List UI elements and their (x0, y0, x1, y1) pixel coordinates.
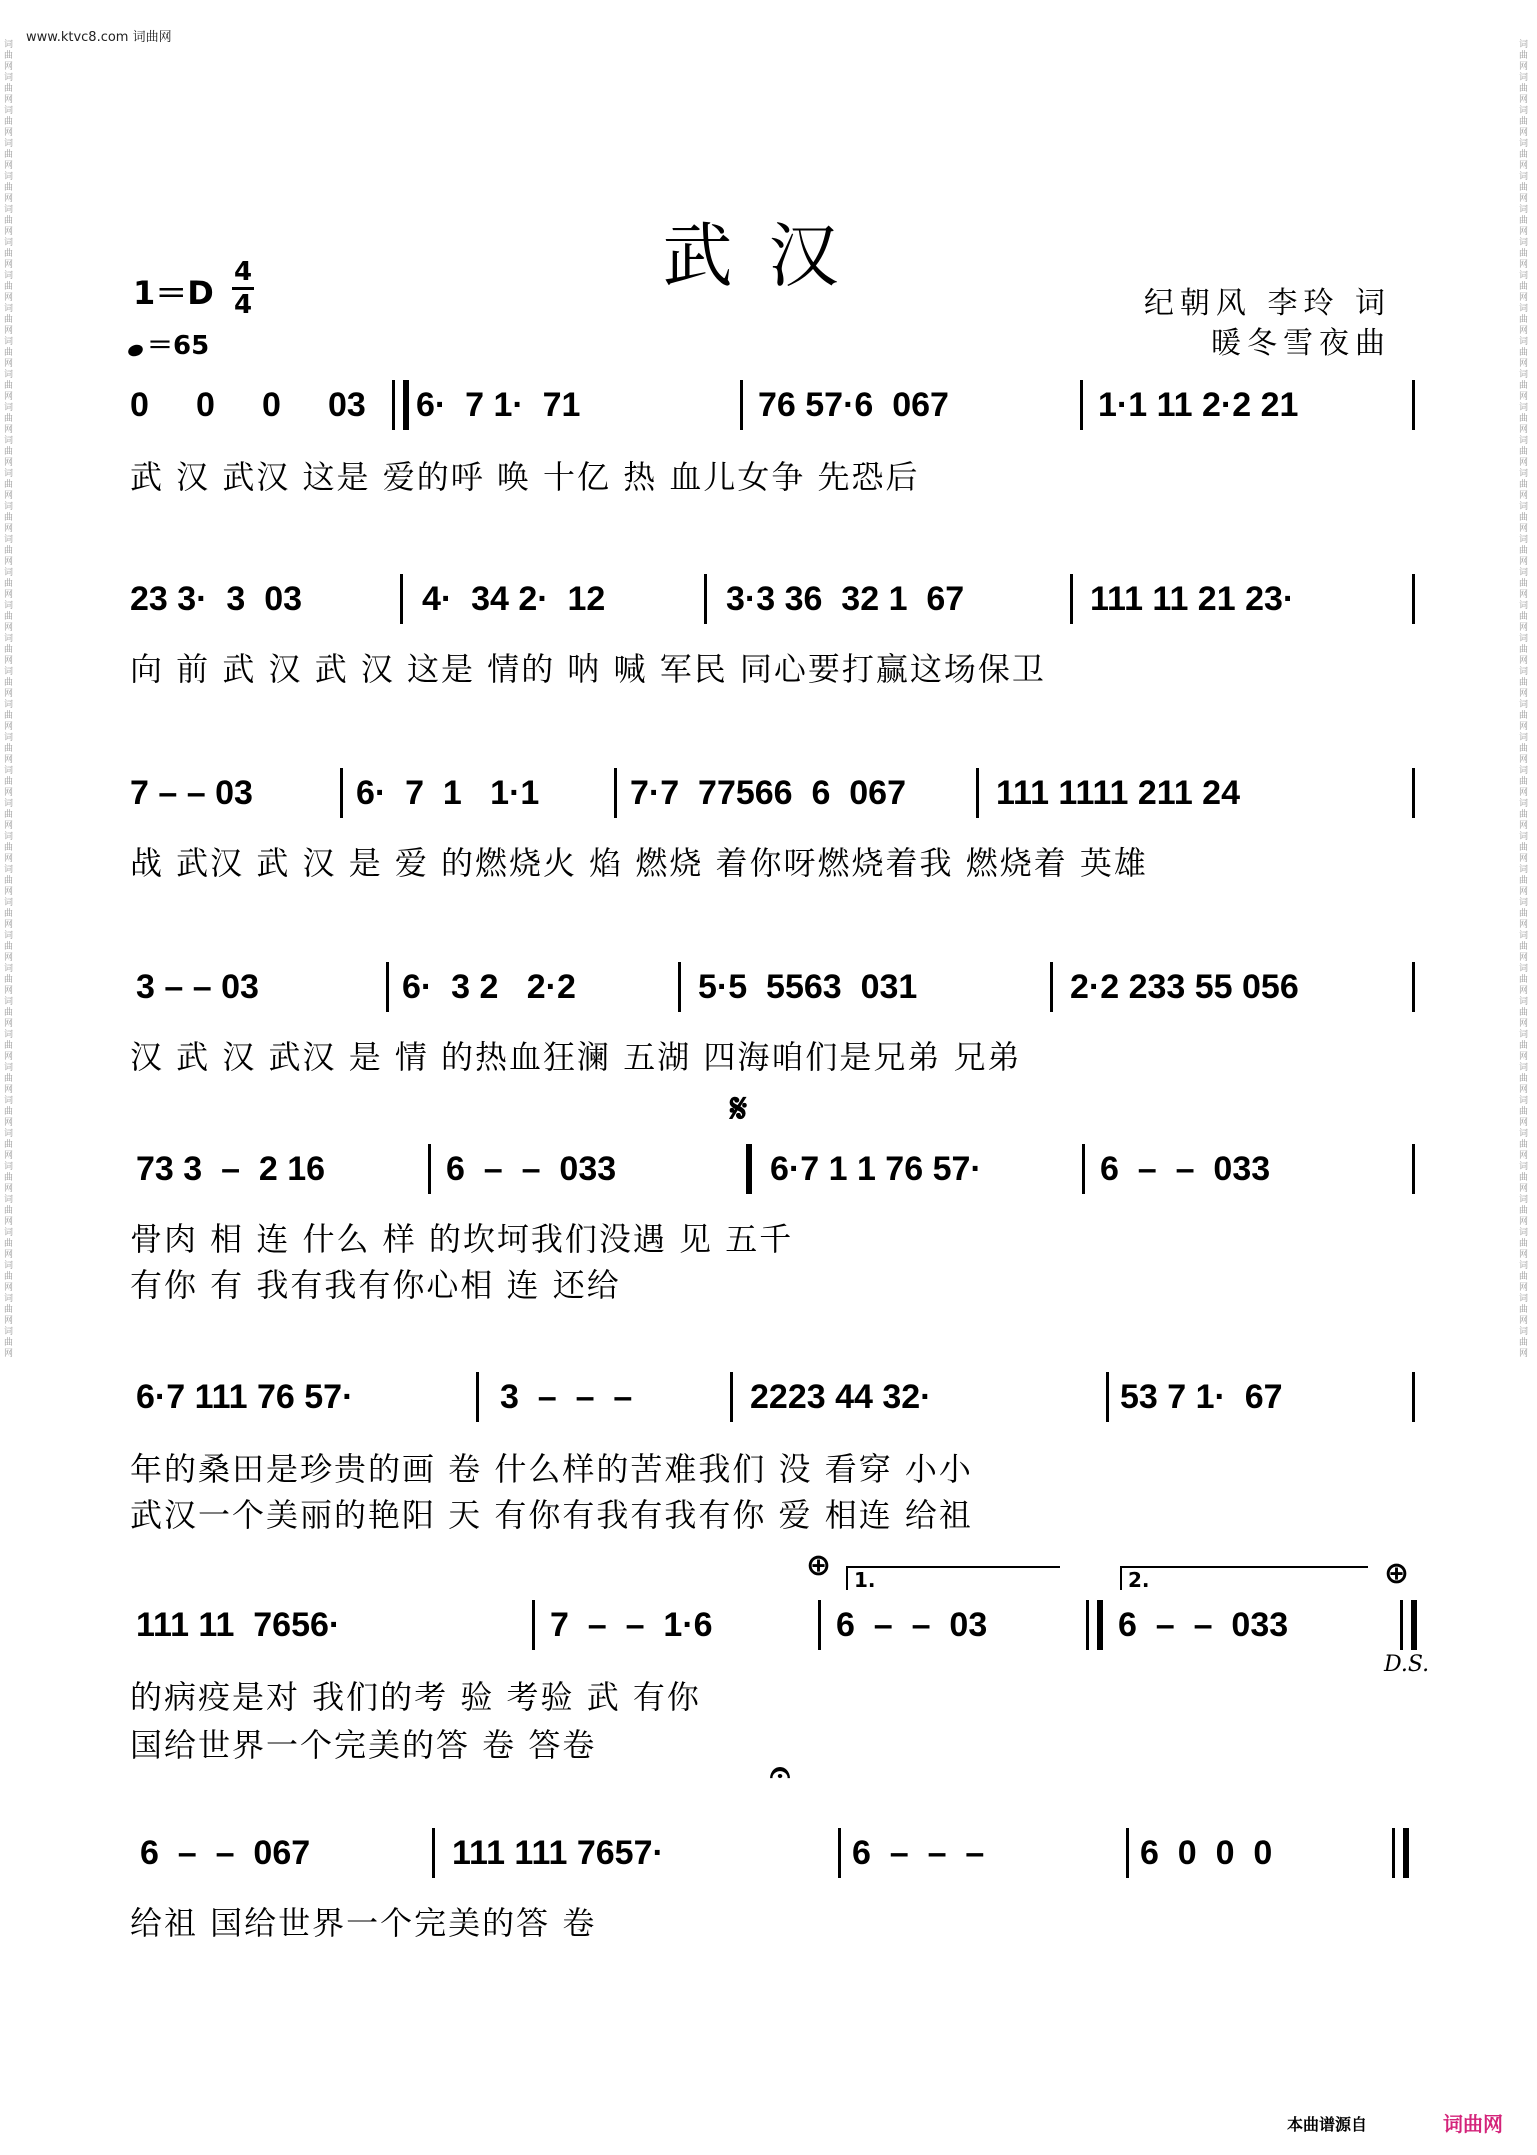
site-url[interactable]: www.ktvc8.com 词曲网 (26, 30, 172, 45)
barline (1412, 1372, 1415, 1422)
barline (1412, 962, 1415, 1012)
barline (1080, 380, 1083, 430)
measure: 6· 7 1· 71 (416, 386, 581, 424)
lyrics-row-5b: 有你 有 我有我有你心相 连 还给 (130, 1266, 621, 1304)
score-row-1 (130, 386, 1420, 436)
lyrics-row-8: 给祖 国给世界一个完美的答 卷 (130, 1904, 597, 1942)
side-watermark-left: 词曲网词曲网词曲网词曲网词曲网词曲网词曲网词曲网词曲网词曲网词曲网词曲网词曲网词曲网词曲网词曲网词曲网词曲网词曲网词曲网词曲网词曲网词曲网词曲网词曲网词曲网词曲网词曲网词曲网词曲网词曲网词曲网词曲网词曲网词曲网词曲网词曲网词曲网词曲网词曲网 (4, 40, 14, 1359)
barline (704, 574, 707, 624)
barline (386, 962, 389, 1012)
segno-icon: 𝄋 (730, 1086, 748, 1132)
barline (1050, 962, 1053, 1012)
measure: 111 11 21 23· (1090, 580, 1295, 618)
volta-2: 2. (1120, 1566, 1368, 1590)
measure: 73 3 – 2 16 (136, 1150, 326, 1188)
measure: 7·7 77566 6 067 (630, 774, 907, 812)
barline (1412, 768, 1415, 818)
barline (818, 1600, 821, 1650)
lyrics-row-1: 武 汉 武汉 这是 爱的呼 唤 十亿 热 血儿女争 先恐后 (130, 458, 920, 496)
time-top: 4 (233, 257, 253, 287)
score-row-5 (130, 1150, 1420, 1200)
lyrics-row-3: 战 武汉 武 汉 是 爱 的燃烧火 焰 燃烧 着你呀燃烧着我 燃烧着 英雄 (130, 844, 1148, 882)
dal-segno: D.S. (1384, 1652, 1430, 1677)
measure: 7 – – 03 (130, 774, 253, 812)
measure: 1·1 11 2·2 21 (1098, 386, 1299, 424)
measure: 111 1111 211 24 (996, 774, 1240, 812)
measure: 6 – – 03 (836, 1606, 988, 1644)
barline (428, 1144, 431, 1194)
coda-end-icon: ⊕ (1384, 1556, 1410, 1591)
barline (476, 1372, 479, 1422)
measure: 6·7 1 1 76 57· (770, 1150, 982, 1188)
lyrics-row-4: 汉 武 汉 武汉 是 情 的热血狂澜 五湖 四海咱们是兄弟 兄弟 (130, 1038, 1022, 1076)
composer-credit: 暖冬雪夜曲 (1211, 326, 1391, 361)
barline (838, 1828, 841, 1878)
note: 0 (130, 386, 149, 424)
measure: 53 7 1· 67 (1120, 1378, 1283, 1416)
measure: 111 11 7656· (136, 1606, 341, 1644)
time-bottom: 4 (233, 290, 253, 320)
barline (432, 1828, 435, 1878)
score-row-6 (130, 1378, 1420, 1428)
measure: 6 – – 033 (1100, 1150, 1271, 1188)
barline (1126, 1828, 1129, 1878)
repeat-end-barline (1086, 1600, 1103, 1650)
measure: 6 – – 033 (1118, 1606, 1289, 1644)
barline (1412, 1144, 1415, 1194)
time-signature (232, 258, 254, 319)
barline (400, 574, 403, 624)
lyrics-row-6a: 年的桑田是珍贵的画 卷 什么样的苦难我们 没 看穿 小小 (130, 1450, 973, 1488)
footer-source-text: 本曲谱源自 (1286, 2115, 1367, 2134)
measure: 6· 3 2 2·2 (402, 968, 576, 1006)
measure: 6·7 111 76 57· (136, 1378, 354, 1416)
measure: 6 0 0 0 (1140, 1834, 1273, 1872)
measure: 2·2 233 55 056 (1070, 968, 1299, 1006)
barline (1070, 574, 1073, 624)
key-signature: 1＝D (133, 274, 214, 312)
footer-brand-logo[interactable]: 词曲网 (1443, 2112, 1503, 2136)
barline (1412, 574, 1415, 624)
section-barline (746, 1144, 752, 1194)
lyrics-row-6b: 武汉一个美丽的艳阳 天 有你有我有我有你 爱 相连 给祖 (130, 1496, 973, 1534)
end-barline (1392, 1828, 1409, 1878)
note: 0 (262, 386, 281, 424)
measure: 3 – – 03 (136, 968, 259, 1006)
lyrics-row-2: 向 前 武 汉 武 汉 这是 情的 呐 喊 军民 同心要打赢这场保卫 (130, 650, 1046, 688)
score-row-7 (130, 1606, 1420, 1656)
score-row-8 (130, 1834, 1420, 1884)
measure: 6· 7 1 1·1 (356, 774, 540, 812)
lyrics-row-7a: 的病疫是对 我们的考 验 考验 武 有你 (130, 1678, 701, 1716)
tempo-marking: ＝65 (128, 325, 209, 362)
lyrics-row-5a: 骨肉 相 连 什么 样 的坎坷我们没遇 见 五千 (130, 1220, 794, 1258)
measure: 7 – – 1·6 (550, 1606, 713, 1644)
lyricist-credit: 纪朝风 李玲 词 (1143, 286, 1391, 321)
barline (976, 768, 979, 818)
measure: 4· 34 2· 12 (422, 580, 606, 618)
barline (1412, 380, 1415, 430)
song-title: 武汉 (662, 215, 875, 297)
barline (678, 962, 681, 1012)
measure: 23 3· 3 03 (130, 580, 303, 618)
score-row-4 (130, 968, 1420, 1018)
note: 03 (328, 386, 366, 424)
measure: 76 57·6 067 (758, 386, 949, 424)
measure: 5·5 5563 031 (698, 968, 918, 1006)
barline (740, 380, 743, 430)
measure: 111 111 7657· (452, 1834, 664, 1872)
barline (1106, 1372, 1109, 1422)
score-row-3 (130, 774, 1420, 824)
final-barline (1400, 1600, 1417, 1650)
measure: 6 – – – (852, 1834, 985, 1872)
barline (1082, 1144, 1085, 1194)
barline (730, 1372, 733, 1422)
measure: 3 – – – (500, 1378, 633, 1416)
fermata-icon: 𝄐 (770, 1752, 791, 1793)
measure: 6 – – 067 (140, 1834, 311, 1872)
side-watermark-right: 词曲网词曲网词曲网词曲网词曲网词曲网词曲网词曲网词曲网词曲网词曲网词曲网词曲网词曲网词曲网词曲网词曲网词曲网词曲网词曲网词曲网词曲网词曲网词曲网词曲网词曲网词曲网词曲网词曲网词曲网词曲网词曲网词曲网词曲网词曲网词曲网词曲网词曲网词曲网词曲网 (1519, 40, 1529, 1359)
barline (340, 768, 343, 818)
score-row-2 (130, 580, 1420, 630)
volta-1: 1. (846, 1566, 1060, 1590)
measure: 6 – – 033 (446, 1150, 617, 1188)
note: 0 (196, 386, 215, 424)
quarter-note-icon (127, 343, 145, 358)
measure: 2223 44 32· (750, 1378, 932, 1416)
barline (614, 768, 617, 818)
measure: 3·3 36 32 1 67 (726, 580, 965, 618)
repeat-start-barline (392, 380, 409, 430)
barline (532, 1600, 535, 1650)
coda-icon: ⊕ (806, 1548, 832, 1583)
lyrics-row-7b: 国给世界一个完美的答 卷 答卷 (130, 1726, 597, 1764)
